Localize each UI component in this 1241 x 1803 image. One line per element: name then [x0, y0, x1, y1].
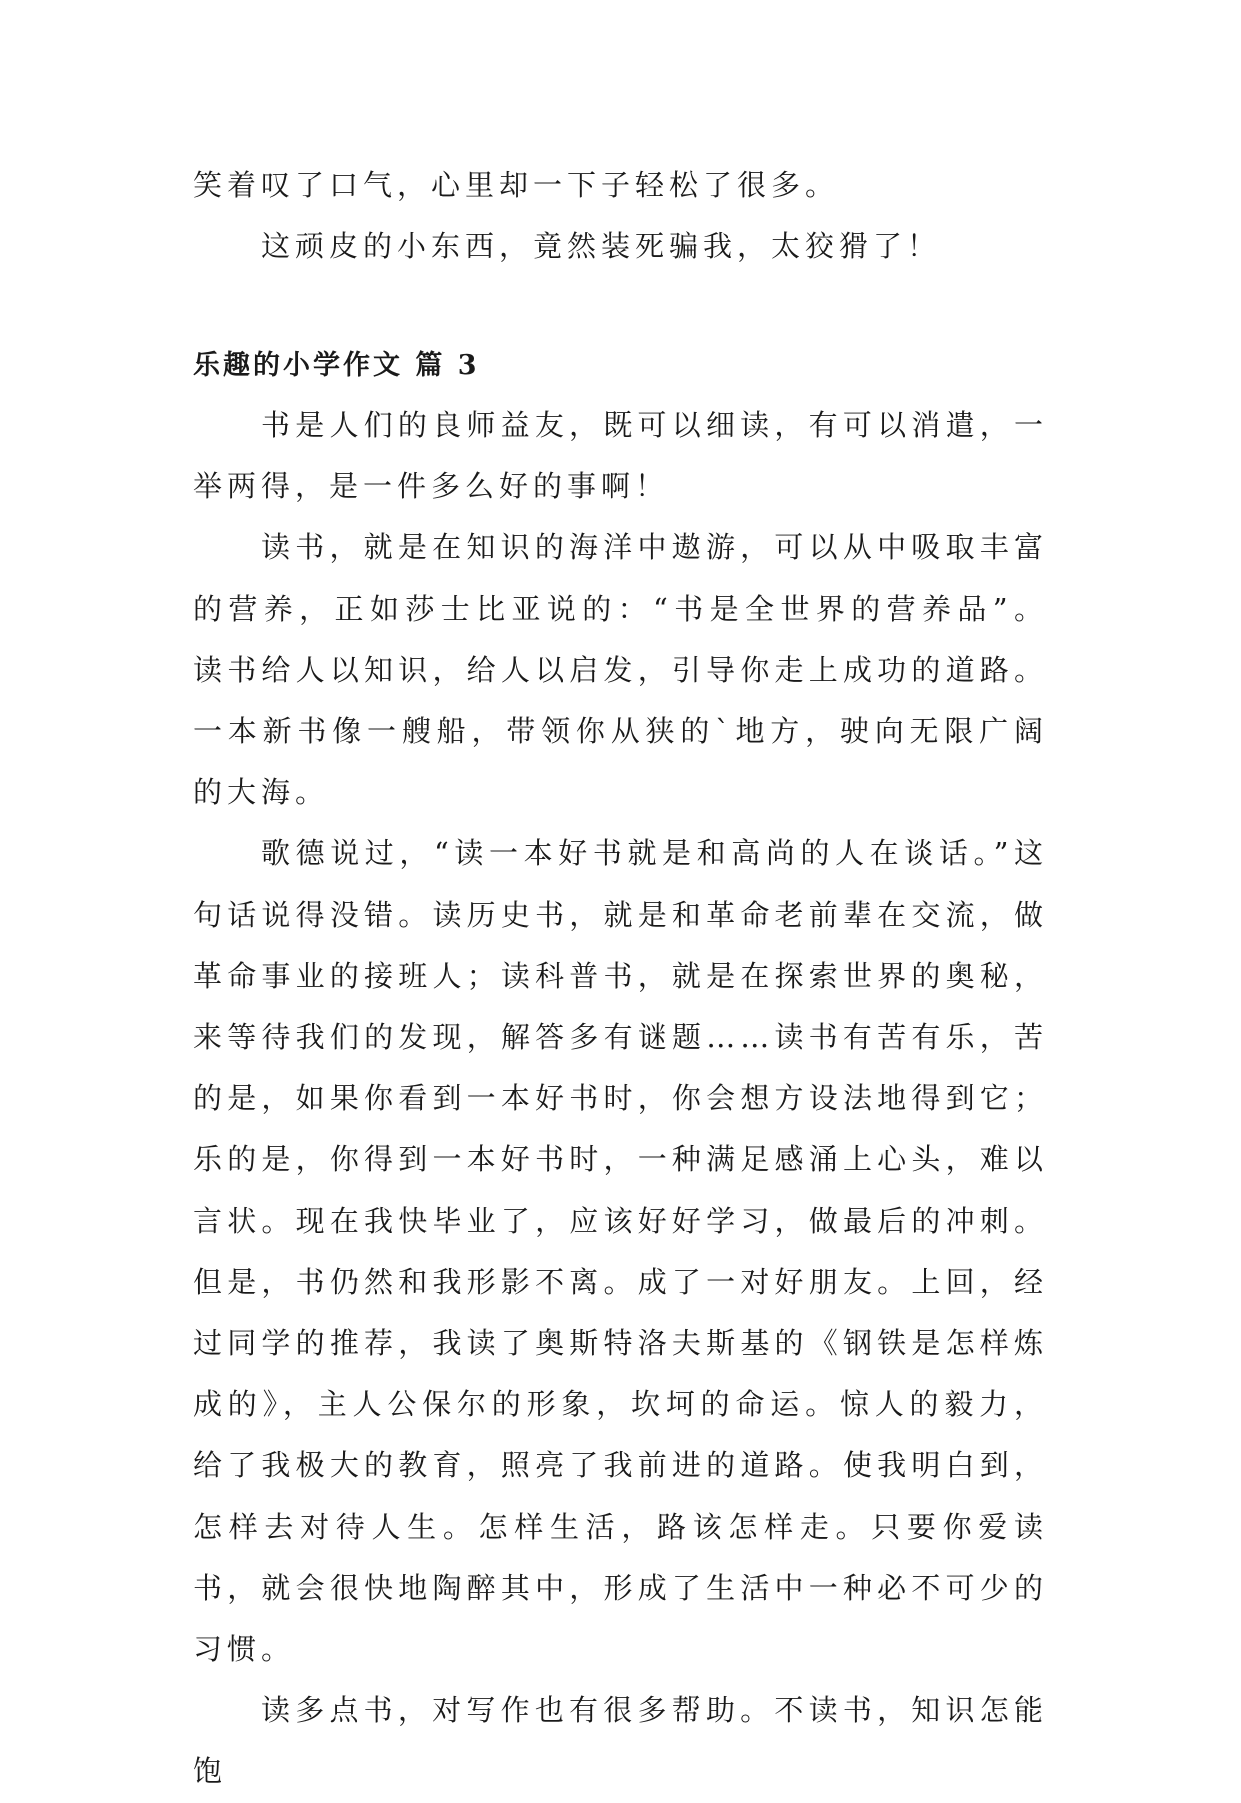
carry-over-text — [193, 155, 1048, 277]
essay-body — [193, 395, 1048, 1803]
paragraph: 读书，就是在知识的海洋中遨游，可以从中吸取丰富的营养，正如莎士比亚说的：“书是全世界的营养品”。读书给人以知识，给人以启发，引导你走上成功的道路。一本新书像一艘船，带领你从狭的`地方，驶向无限广阔的大海。 — [193, 530, 1048, 810]
paragraph: 笑着叹了口气，心里却一下子轻松了很多。 — [193, 168, 840, 202]
paragraph: 读多点书，对写作也有很多帮助。不读书，知识怎能饱 — [193, 1693, 1048, 1789]
section-title: 乐趣的小学作文 篇 3 — [193, 350, 480, 381]
paragraph: 歌德说过，“读一本好书就是和高尚的人在谈话。”这句话说得没错。读历史书，就是和革命老前辈在交流，做革命事业的接班人；读科普书，就是在探索世界的奥秘，来等待我们的发现，解答多有谜题……读书有苦有乐，苦的是，如果你看到一本好书时，你会想方设法地得到它；乐的是，你得到一本好书时，一种满足感涌上心头，难以言状。现在我快毕业了，应该好好学习，做最后的冲刺。但是，书仍然和我形影不离。成了一对好朋友。上回，经过同学的推荐，我读了奥斯特洛夫斯基的《钢铁是怎样炼成的》，主人公保尔的形象，坎坷的命运。惊人的毅力，给了我极大的教育，照亮了我前进的道路。使我明白到，怎样去对待人生。怎样生活，路该怎样走。只要你爱读书，就会很快地陶醉其中，形成了生活中一种必不可少的习惯。 — [193, 836, 1048, 1667]
paragraph: 书是人们的良师益友，既可以细读，有可以消遣，一举两得，是一件多么好的事啊！ — [193, 408, 1048, 504]
paragraph: 这顽皮的小东西，竟然装死骗我，太狡猾了！ — [261, 229, 942, 264]
